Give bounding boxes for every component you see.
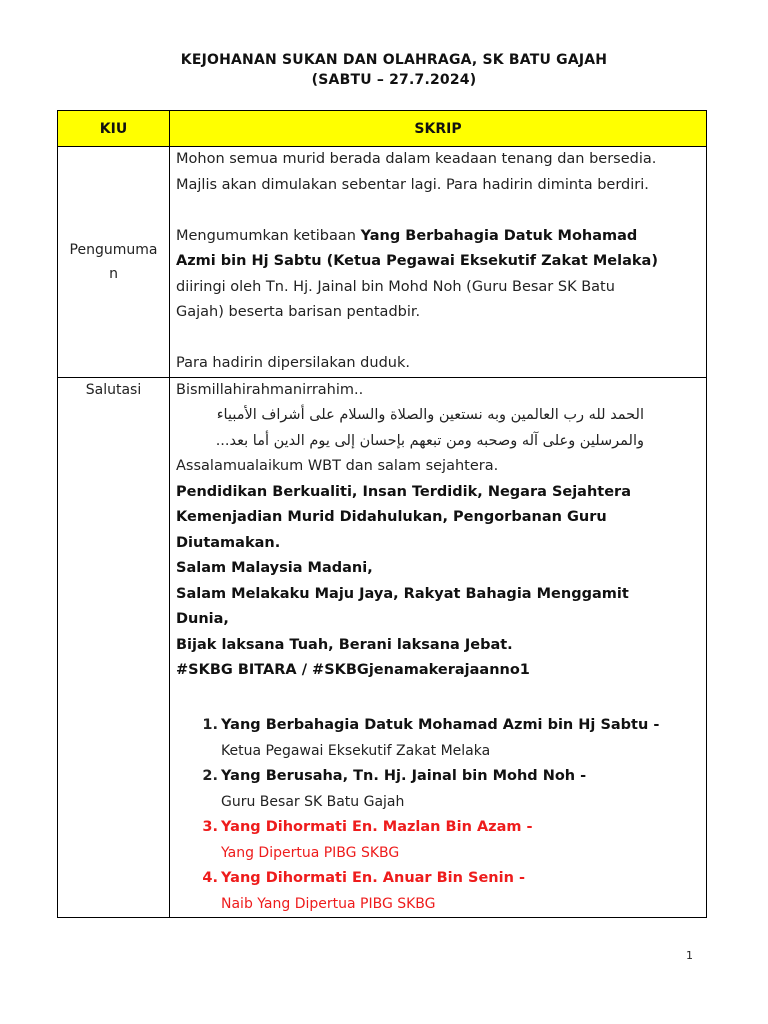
column-header-kiu: KIU bbox=[58, 111, 170, 147]
slogan-line: Bijak laksana Tuah, Berani laksana Jebat. bbox=[176, 636, 513, 653]
arabic-line: والمرسلين وعلى آله وصحبه ومن تبعهم بإحسان إلى يوم الدين أما بعد... bbox=[215, 432, 644, 449]
dignitary-title: Ketua Pegawai Eksekutif Zakat Melaka bbox=[221, 742, 491, 759]
document-date: (SABTU – 27.7.2024) bbox=[311, 72, 477, 88]
list-item bbox=[202, 764, 700, 815]
column-header-skrip: SKRIP bbox=[170, 111, 707, 147]
slogan-line: Dunia, bbox=[176, 611, 229, 627]
script-bold-line: Azmi bin Hj Sabtu (Ketua Pegawai Eksekutif Zakat Melaka) bbox=[176, 253, 658, 269]
script-line: Mohon semua murid berada dalam keadaan tenang dan bersedia. bbox=[176, 151, 657, 167]
skrip-cell-pengumuman bbox=[170, 147, 707, 378]
table-header-row bbox=[58, 111, 707, 147]
arabic-line: الحمد لله رب العالمين وبه نستعين والصلاة والسلام على أشراف الأمبياء bbox=[216, 407, 644, 423]
kiu-label-line1: Pengumuma bbox=[69, 241, 158, 258]
list-item bbox=[202, 815, 700, 866]
script-line: Bismillahirahmanirrahim.. bbox=[176, 381, 364, 398]
script-text: Mengumumkan ketibaan bbox=[176, 227, 361, 244]
dignitary-name: Yang Berbahagia Datuk Mohamad Azmi bin Hj Sabtu - bbox=[221, 717, 660, 733]
script-line: Majlis akan dimulakan sebentar lagi. Para hadirin diminta berdiri. bbox=[176, 176, 649, 193]
dignitary-name: Yang Dihormati En. Anuar Bin Senin - bbox=[221, 870, 525, 886]
list-number: 4. bbox=[202, 870, 218, 886]
script-line: Para hadirin dipersilakan duduk. bbox=[176, 355, 410, 371]
list-number: 2. bbox=[202, 768, 218, 784]
script-line: Assalamualaikum WBT dan salam sejahtera. bbox=[176, 458, 499, 474]
script-line: diiringi oleh Tn. Hj. Jainal bin Mohd Noh (Guru Besar SK Batu bbox=[176, 278, 615, 295]
script-bold-text: Yang Berbahagia Datuk Mohamad bbox=[360, 227, 638, 244]
table-row-salutasi bbox=[58, 377, 707, 918]
dignitary-title: Guru Besar SK Batu Gajah bbox=[221, 793, 405, 810]
script-table bbox=[57, 110, 707, 918]
dignitary-name: Yang Dihormati En. Mazlan Bin Azam - bbox=[221, 819, 533, 835]
dignitary-title: Yang Dipertua PIBG SKBG bbox=[221, 844, 400, 861]
table-row-pengumuman bbox=[58, 147, 707, 378]
dignitary-list bbox=[176, 713, 700, 917]
skrip-cell-salutasi bbox=[170, 377, 707, 918]
script-line bbox=[176, 224, 700, 250]
slogan-line: Salam Malaysia Madani, bbox=[176, 560, 373, 576]
list-number: 3. bbox=[202, 819, 218, 835]
hashtag-line: #SKBG BITARA / #SKBGjenamakerajaanno1 bbox=[176, 662, 530, 678]
list-number: 1. bbox=[202, 717, 218, 733]
dignitary-name: Yang Berusaha, Tn. Hj. Jainal bin Mohd Noh - bbox=[221, 768, 587, 784]
kiu-label-line2: n bbox=[109, 265, 118, 282]
document-title: KEJOHANAN SUKAN DAN OLAHRAGA, SK BATU GAJAH bbox=[180, 52, 608, 68]
list-item bbox=[202, 866, 700, 917]
kiu-cell-salutasi: Salutasi bbox=[58, 377, 170, 918]
dignitary-title: Naib Yang Dipertua PIBG SKBG bbox=[221, 895, 436, 912]
slogan-line: Kemenjadian Murid Didahulukan, Pengorbanan Guru bbox=[176, 509, 607, 525]
kiu-cell-pengumuman bbox=[58, 147, 170, 378]
slogan-line: Salam Melakaku Maju Jaya, Rakyat Bahagia Menggamit bbox=[176, 585, 629, 602]
list-item bbox=[202, 713, 700, 764]
page-number: 1 bbox=[686, 949, 693, 962]
slogan-line: Pendidikan Berkualiti, Insan Terdidik, Negara Sejahtera bbox=[176, 483, 631, 500]
slogan-line: Diutamakan. bbox=[176, 534, 281, 551]
script-line: Gajah) beserta barisan pentadbir. bbox=[176, 304, 421, 320]
